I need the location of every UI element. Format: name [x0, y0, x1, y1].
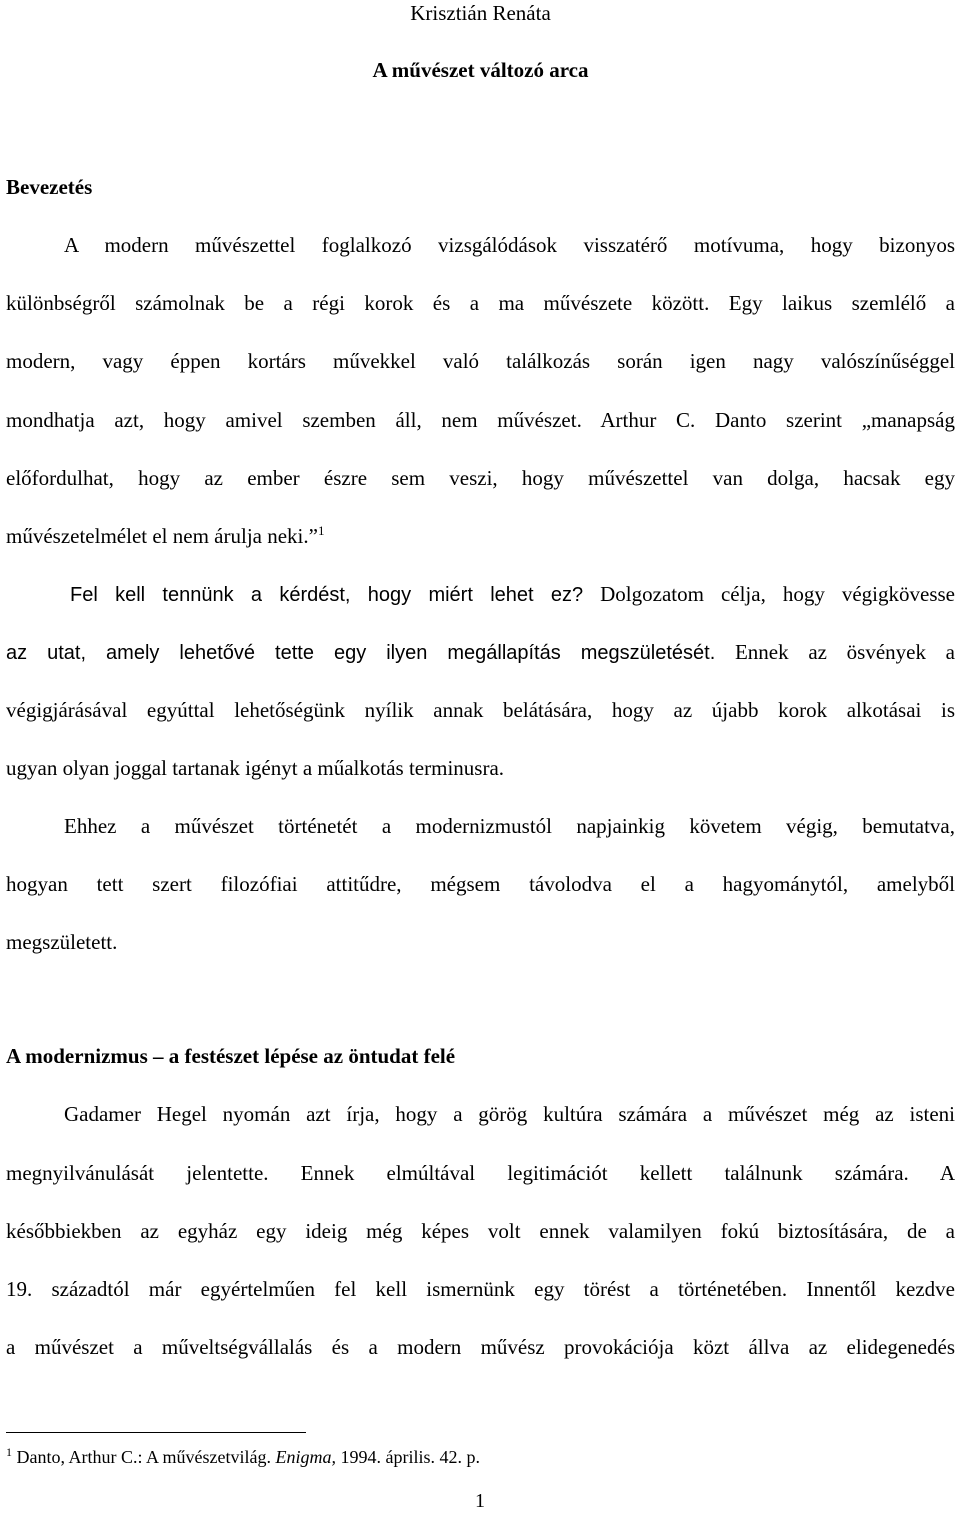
paragraph-line: megszületett.: [6, 930, 118, 954]
aim-text: Dolgozatom célja, hogy végigkövesse: [583, 582, 955, 606]
footnote-text-end: 1994. április. 42. p.: [335, 1447, 480, 1467]
paragraph-line: 19. századtól már egyértelműen fel kell ismernünk egy törést a történetében. Innentől kezdve: [6, 1277, 955, 1301]
section-heading-modernism: A modernizmus – a festészet lépése az öntudat felé: [6, 1044, 456, 1068]
paragraph-line: különbségről számolnak be a régi korok és a ma művészete között. Egy laikus szemlélő a: [6, 291, 955, 315]
paragraph-line: a művészet a műveltségvállalás és a modern művész provokációja közt állva az elidegenedés: [6, 1335, 955, 1359]
paragraph-line: végigjárásával egyúttal lehetőségünk nyílik annak belátására, hogy az újabb korok alkotásai is: [6, 698, 955, 722]
paragraph-line: [70, 581, 955, 608]
paragraph-line: későbbiekben az egyház egy ideig még képes volt ennek valamilyen fokú biztosítására, de a: [6, 1219, 955, 1243]
paragraph-line: [6, 639, 955, 666]
paragraph-line: előfordulhat, hogy az ember észre sem veszi, hogy művészettel van dolga, hacsak egy: [6, 466, 955, 490]
section-heading-intro: Bevezetés: [6, 175, 93, 199]
path-text: az utat, amely lehetővé tette egy ilyen megállapítás megszületését.: [6, 642, 716, 664]
paragraph-line: Gadamer Hegel nyomán azt írja, hogy a görög kultúra számára a művészet még az isteni: [64, 1102, 955, 1126]
paragraph-line: megnyilvánulását jelentette. Ennek elmúltával legitimációt kellett találnunk számára. A: [6, 1161, 955, 1185]
footnote-number: 1: [6, 1445, 12, 1459]
quote-end-text: művészetelmélet el nem árulja neki.”: [6, 524, 318, 548]
paragraph-line: modern, vagy éppen kortárs művekkel való találkozás során igen nagy valószínűséggel: [6, 349, 955, 373]
footnote-text: Danto, Arthur C.: A művészetvilág.: [12, 1447, 276, 1467]
question-text: Fel kell tennünk a kérdést, hogy miért lehet ez?: [70, 584, 584, 606]
paragraph-line: hogyan tett szert filozófiai attitűdre, mégsem távolodva el a hagyománytól, amelyből: [6, 872, 955, 896]
page-number: 1: [475, 1490, 485, 1512]
paragraph-line: A modern művészettel foglalkozó vizsgálódások visszatérő motívuma, hogy bizonyos: [64, 233, 955, 257]
author-name: Krisztián Renáta: [410, 1, 551, 25]
paragraph-line: Ehhez a művészet történetét a modernizmustól napjainkig követem végig, bemutatva,: [64, 814, 955, 838]
paragraph-line-with-footnote: [6, 523, 955, 549]
document-title: A művészet változó arca: [372, 58, 589, 82]
footnote: [6, 1446, 480, 1468]
footnote-reference: 1: [317, 523, 325, 538]
paragraph-line: mondhatja azt, hogy amivel szemben áll, nem művészet. Arthur C. Danto szerint „manapság: [6, 408, 955, 432]
footnote-journal: Enigma,: [275, 1447, 336, 1467]
footnote-separator: [6, 1432, 306, 1433]
paragraph-line: ugyan olyan joggal tartanak igényt a műalkotás terminusra.: [6, 756, 505, 780]
path-tail-text: Ennek az ösvények a: [715, 640, 955, 664]
